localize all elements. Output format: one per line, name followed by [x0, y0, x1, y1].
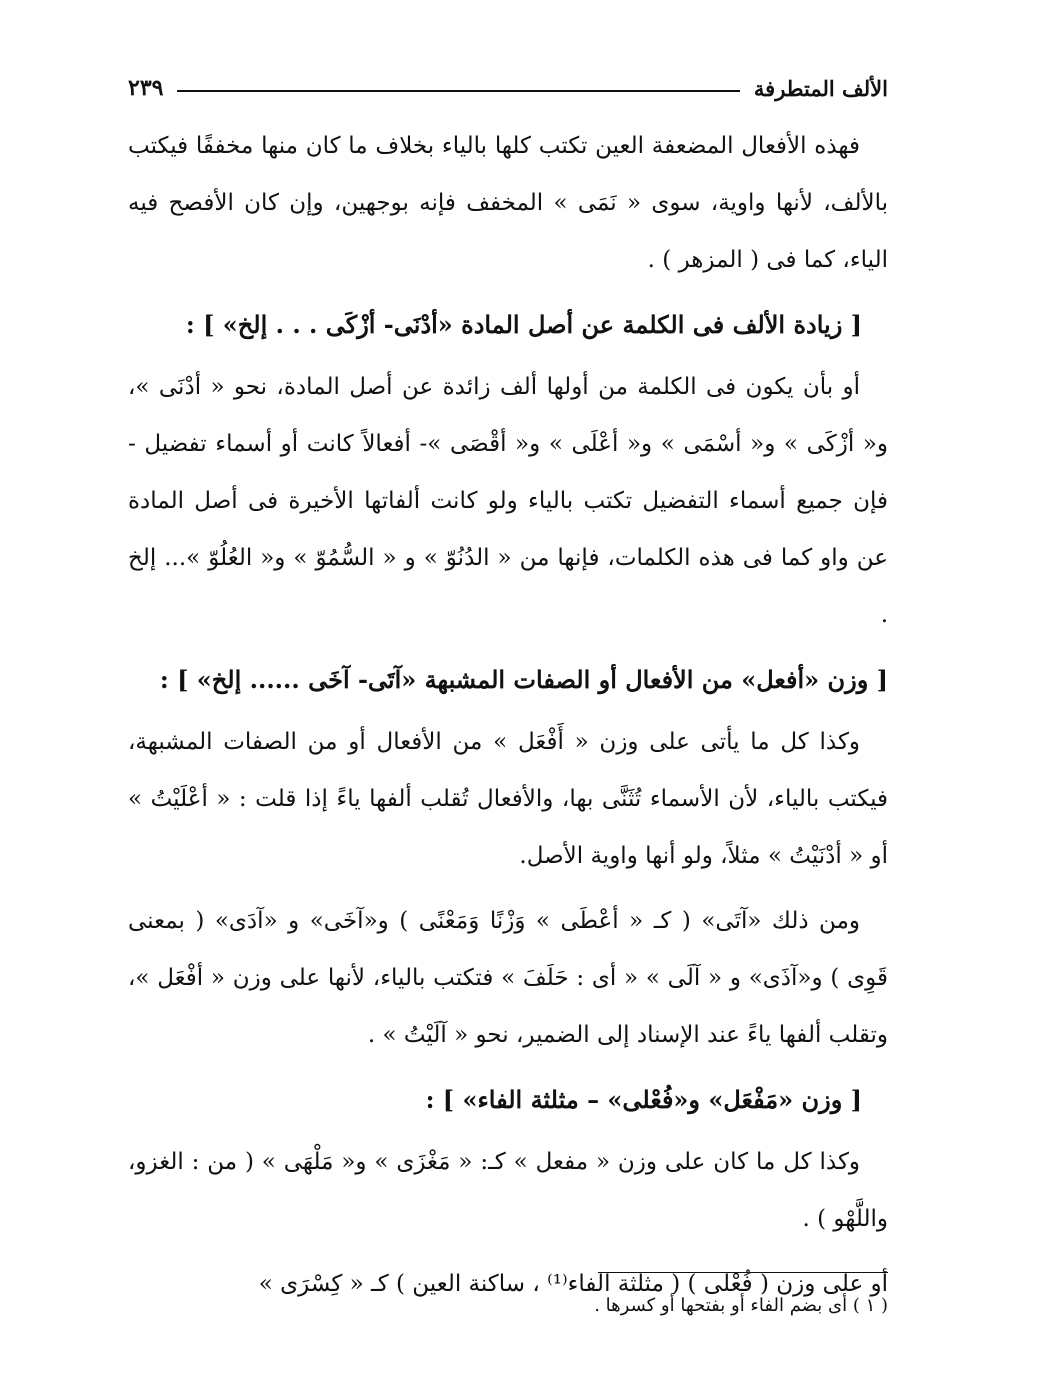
running-title: الألف المتطرفة [753, 75, 888, 101]
paragraph: وكذا كل ما كان على وزن « مفعل » كـ: « مَغْزَى » و« مَلْهَى » ( من : الغزو، واللَّهْو ) . [128, 1149, 888, 1232]
footnote: ( ١ ) أى بضم الفاء أو بفتحها أو كسرها . [594, 1295, 888, 1316]
header-rule [177, 90, 739, 92]
paragraph: وكذا كل ما يأتى على وزن « أَفْعَل » من الأفعال أو من الصفات المشبهة، فيكتب بالياء، لأن الأسماء تُثَنَّى بها، والأفعال تُقلب ألفها ياءً إذا قلت : « أعْلَيْتُ » أو « أدْنَيْتُ » مثلاً، ولو أنها واوية الأصل. [128, 729, 888, 869]
section-heading: [ وزن «أفعل» من الأفعال أو الصفات المشبهة «آتَى- آخَى ...... إلخ» ] : [159, 665, 888, 694]
paragraph: أو بأن يكون فى الكلمة من أولها ألف زائدة عن أصل المادة، نحو « أدْنَى »، و« أزْكَى » و« أسْمَى » و« أعْلَى » و« أقْصَى »- أفعالاً كانت أو أسماء تفضيل - فإن جميع أسماء التفضيل تكتب بالياء ولو كانت ألفاتها الأخيرة فى أصل المادة عن واو كما فى هذه الكلمات، فإنها من « الدُنُوّ » و « السُّمُوّ » و« العُلُوّ »... إلخ . [128, 374, 888, 628]
paragraph: ومن ذلك «آتَى» ( كـ « أعْطَى » وَزْنًا وَمَعْنًى ) و«آخَى» و «آدَى» ( بمعنى قَوِى ) و«آذَى» و « آلَى » « أى : حَلَفَ » فتكتب بالياء، لأنها على وزن « أفْعَل »، وتقلب ألفها ياءً عند الإسناد إلى الضمير، نحو « آلَيْتُ » . [128, 908, 888, 1048]
running-header [128, 68, 888, 108]
section-heading: [ وزن «مَفْعَل» و«فُعْلى» – مثلثة الفاء» ] : [425, 1085, 862, 1114]
page-number: ٢٣٩ [128, 75, 164, 101]
section-heading: [ زيادة الألف فى الكلمة عن أصل المادة «أدْنَى- أزْكَى . . . إلخ» ] : [185, 310, 862, 339]
paragraph: أو على وزن ( فُعْلى ) ( مثلثة الفاء⁽¹⁾ ، ساكنة العين ) كـ « كِسْرَى » [258, 1271, 888, 1297]
paragraph: فهذه الأفعال المضعفة العين تكتب كلها بالياء بخلاف ما كان منها مخففًا فيكتب بالألف، لأنها واوية، سوى « نَمَى » المخفف فإنه بوجهين، وإن كان الأفصح فيه الياء، كما فى ( المزهر ) . [128, 133, 888, 273]
body-text [128, 118, 888, 1321]
footnote-rule [598, 1272, 888, 1273]
book-page [128, 60, 888, 1360]
